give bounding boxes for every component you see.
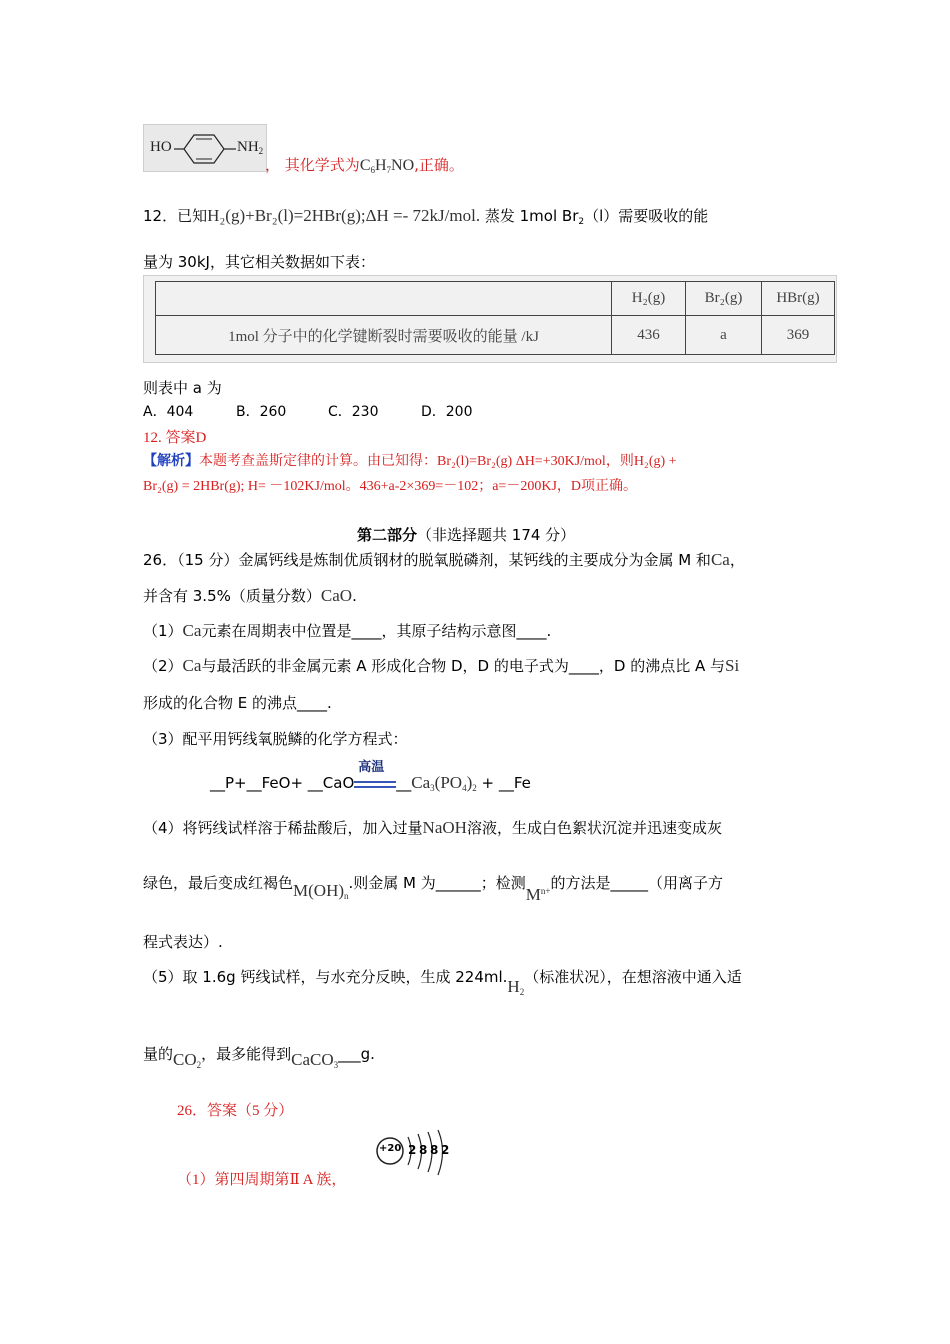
option-b: B．260 [236, 404, 287, 420]
table-row-header: 1mol 分子中的化学键断裂时需要吸收的能量 /kJ [156, 316, 612, 355]
table-cell: a [686, 316, 762, 355]
molecule-image [143, 124, 267, 172]
table-col-header: H₂(g) [612, 282, 686, 316]
table-col-header: HBr(g) [762, 282, 835, 316]
q12-analysis-line1: 【解析】本题考查盖斯定律的计算。由已知得：Br₂(l)=Br₂(g) ΔH=+30KJ/mol，则H₂(g) + [143, 454, 677, 469]
shell-electrons: 2 [408, 1143, 417, 1157]
shell-electrons: 8 [430, 1143, 439, 1157]
option-a: A．404 [143, 404, 194, 420]
q12-equation: H₂(g)+Br₂(l)=2HBr(g);ΔH =- 72kJ/mol. [207, 206, 481, 225]
q11-formula-line: ， 其化学式为$C_6H_7NO$,正确。 [265, 156, 464, 175]
table-cell: 369 [762, 316, 835, 355]
nh2-label: $NH_2$ [237, 139, 264, 156]
q26-sub4-line2: 绿色，最后变成红褐色$M(OH)_n$.则金属 M 为______；检测$M^{n+}$的方法是_____（用离子方 [143, 874, 723, 904]
q26-answer-title: 26．答案（5 分） [177, 1103, 294, 1119]
q26-sub4-line1: （4）将钙线试样溶于稀盐酸后，加入过量NaOH溶液，生成白色絮状沉淀并迅速变成灰 [143, 818, 722, 837]
q26-sub5-line1: （5）取 1.6g 钙线试样，与水充分反映，生成 $224ml.H_2$（标准状况），在想溶液中通入适 [143, 968, 742, 997]
table-col-header: Br₂(g) [686, 282, 762, 316]
analysis-label: 【解析】 [143, 454, 199, 469]
option-c: C．230 [328, 404, 379, 420]
table-header-empty [156, 282, 612, 316]
q12-answer: 12. 答案D [143, 430, 207, 446]
q26-line1: 26．（15 分）金属钙线是炼制优质钢材的脱氧脱磷剂，某钙线的主要成分为金属 M 和Ca， [143, 550, 745, 569]
part2-heading: 第二部分（非选择题共 174 分） [357, 526, 576, 544]
q26-sub4-line3: 程式表达）. [143, 933, 223, 951]
q26-answer-1: （1）第四周期第Ⅱ A 族， [177, 1172, 347, 1188]
q12-question: 则表中 a 为 [143, 379, 222, 397]
q26-balance-equation: __P+__FeO+ __CaO 高温 $\_\_Ca_3(PO_4)_2$ + __Fe [210, 759, 531, 793]
calcium-atom-diagram [374, 1129, 464, 1183]
q12-options [143, 401, 473, 421]
shell-electrons: 2 [441, 1143, 450, 1157]
shell-electrons: 8 [419, 1143, 428, 1157]
q26-sub5-line2: 量的$CO_2$，最多能得到CaCO$_3$___g. [143, 1045, 375, 1070]
q26-line2: 并含有 3.5%（质量分数）CaO. [143, 586, 357, 605]
option-d: D．200 [421, 404, 473, 420]
q26-sub3: （3）配平用钙线氧脱鳞的化学方程式： [143, 730, 408, 748]
high-temp-arrow: 高温 [354, 776, 396, 792]
q26-sub2: （2）Ca与最活跃的非金属元素 A 形成化合物 D，D 的电子式为____，D 的沸点比 A 与Si [143, 656, 740, 675]
q26-sub2-line2: 形成的化合物 E 的沸点____. [143, 694, 332, 712]
table-cell: 436 [612, 316, 686, 355]
q12-stem-line1: 12．已知H₂(g)+Br₂(l)=2HBr(g);ΔH =- 72kJ/mol. 蒸发 1mol $Br_2(l)$需要吸收的能 [143, 206, 709, 227]
q26-sub1: （1）Ca元素在周期表中位置是____，其原子结构示意图____. [143, 621, 552, 640]
bond-energy-table [155, 281, 835, 355]
ho-label: HO [150, 139, 172, 155]
q12-stem-line2: 量为 30kJ，其它相关数据如下表： [143, 253, 375, 271]
q12-analysis-line2: Br₂(g) = 2HBr(g); H= －102KJ/mol。436+a-2×369=－102；a=－200KJ，D项正确。 [143, 479, 637, 494]
atom-nucleus: +20 [379, 1143, 402, 1154]
